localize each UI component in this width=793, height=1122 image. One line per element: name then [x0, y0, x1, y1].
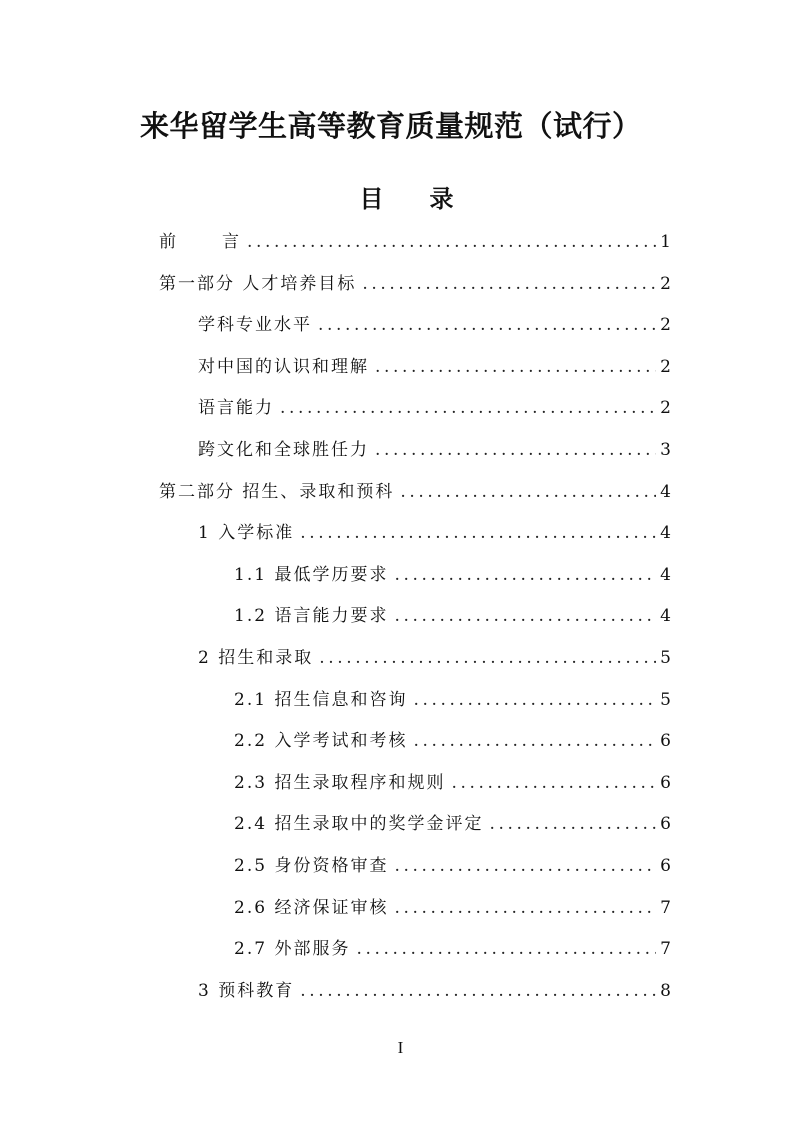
toc-entry-label: 1.1 最低学历要求: [234, 564, 389, 585]
toc-entry-label: 3 预科教育: [198, 980, 295, 1001]
toc-entry-label: 学科专业水平: [198, 315, 312, 336]
toc-heading-left: 目: [359, 184, 384, 213]
toc-page-number: 6: [660, 814, 671, 835]
toc-dot-leader: [394, 888, 656, 930]
toc-page-number: 1: [660, 232, 671, 252]
toc-entry-label: 2.5 身份资格审查: [234, 855, 389, 876]
toc-entry[interactable]: [159, 638, 671, 680]
toc-entry-preface[interactable]: [159, 222, 671, 264]
toc-entry-label: 2 招生和录取: [198, 647, 314, 668]
toc-page-number: 5: [660, 689, 671, 710]
toc-dot-leader: [300, 971, 656, 1013]
toc-page-number: 6: [660, 855, 671, 876]
toc-entry[interactable]: [159, 971, 671, 1013]
toc-entry-label: 1.2 语言能力要求: [234, 606, 389, 627]
toc-entry-label: 2.3 招生录取程序和规则: [234, 772, 446, 793]
toc-page-number: 6: [660, 731, 671, 752]
toc-dot-leader: [280, 388, 656, 430]
toc-entry-label: 跨文化和全球胜任力: [198, 439, 369, 460]
toc-dot-leader: [489, 804, 656, 846]
toc-entry-label: 第二部分 招生、录取和预科: [159, 481, 395, 502]
toc-entry[interactable]: [159, 430, 671, 472]
toc-entry[interactable]: [159, 347, 671, 389]
toc-entry-part-2[interactable]: [159, 472, 671, 514]
toc-entry-label: 前 言: [159, 232, 241, 252]
toc-dot-leader: [356, 929, 656, 971]
toc-dot-leader: [413, 721, 656, 763]
toc-page-number: 5: [660, 647, 671, 668]
toc-page-number: 4: [660, 564, 671, 585]
toc-dot-leader: [318, 305, 656, 347]
toc-entry[interactable]: [159, 763, 671, 805]
toc-entry-label: 2.2 入学考试和考核: [234, 731, 408, 752]
toc-entry[interactable]: [159, 305, 671, 347]
toc-entry[interactable]: [159, 888, 671, 930]
toc-entry-label: 2.1 招生信息和咨询: [234, 689, 408, 710]
toc-page-number: 4: [660, 606, 671, 627]
toc-page-number: 2: [660, 273, 671, 294]
toc-page-number: 2: [660, 398, 671, 419]
toc-dot-leader: [247, 222, 656, 264]
toc-dot-leader: [362, 264, 656, 306]
page-number: I: [397, 1038, 404, 1057]
toc-page-number: 4: [660, 523, 671, 544]
toc-dot-leader: [375, 430, 656, 472]
toc-entry-label: 第一部分 人才培养目标: [159, 273, 357, 294]
toc-page-number: 2: [660, 356, 671, 377]
toc-entry[interactable]: [159, 680, 671, 722]
toc-page-number: 4: [660, 481, 671, 502]
toc-entry[interactable]: [159, 388, 671, 430]
toc-page-number: 2: [660, 315, 671, 336]
toc-dot-leader: [451, 763, 656, 805]
toc-heading-right: 录: [429, 184, 454, 213]
toc-dot-leader: [319, 638, 656, 680]
toc-entry[interactable]: [159, 804, 671, 846]
toc-dot-leader: [394, 846, 656, 888]
toc-dot-leader: [394, 596, 656, 638]
toc-dot-leader: [375, 347, 656, 389]
toc-page-number: 3: [660, 439, 671, 460]
toc-entry[interactable]: [159, 555, 671, 597]
document-title: 来华留学生高等教育质量规范（试行）: [140, 109, 642, 143]
toc-entry[interactable]: [159, 513, 671, 555]
toc-page-number: 7: [660, 939, 671, 960]
toc-page-number: 8: [660, 980, 671, 1001]
toc-entry[interactable]: [159, 596, 671, 638]
toc-entry[interactable]: [159, 846, 671, 888]
toc-dot-leader: [413, 680, 656, 722]
toc-entry-label: 1 入学标准: [198, 523, 295, 544]
toc-dot-leader: [300, 513, 656, 555]
toc-dot-leader: [394, 555, 656, 597]
toc-entry-part-1[interactable]: [159, 264, 671, 306]
toc-entry-label: 2.6 经济保证审核: [234, 897, 389, 918]
toc-entry-label: 语言能力: [198, 398, 274, 419]
toc-page-number: 7: [660, 897, 671, 918]
toc-entry[interactable]: [159, 929, 671, 971]
toc-entry-label: 对中国的认识和理解: [198, 356, 369, 377]
table-of-contents: [159, 222, 671, 1012]
toc-heading: [0, 177, 793, 221]
toc-entry-label: 2.7 外部服务: [234, 939, 351, 960]
toc-entry[interactable]: [159, 721, 671, 763]
toc-page-number: 6: [660, 772, 671, 793]
toc-dot-leader: [400, 472, 656, 514]
toc-entry-label: 2.4 招生录取中的奖学金评定: [234, 814, 484, 835]
